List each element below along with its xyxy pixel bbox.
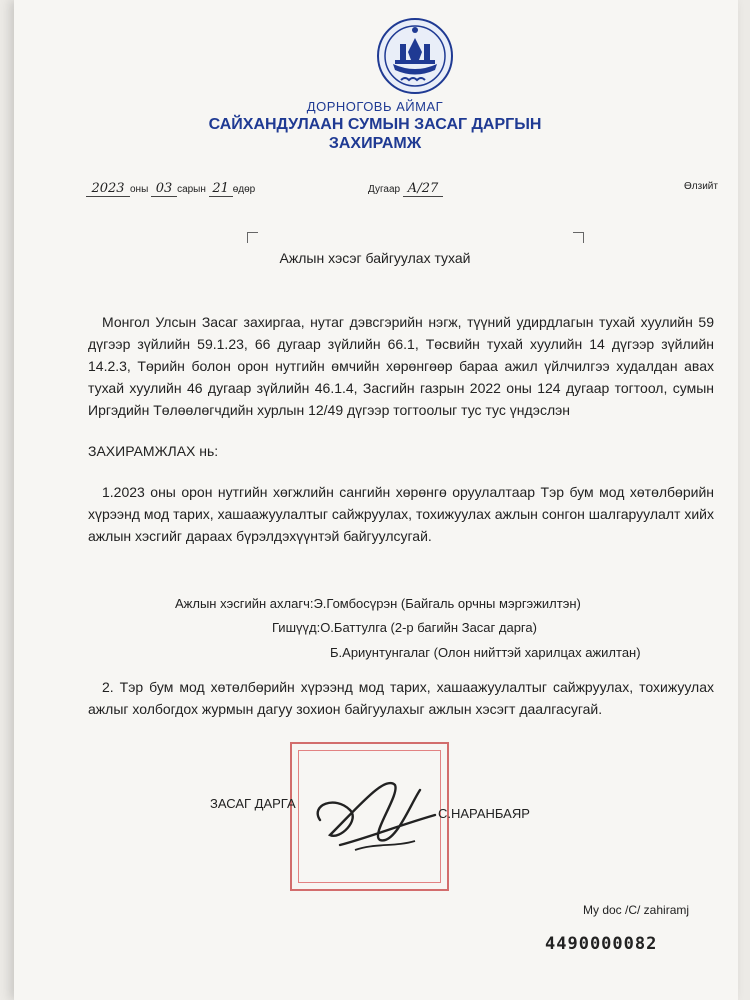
document-number: А/27: [403, 181, 443, 197]
office-name: САЙХАНДУЛААН СУМЫН ЗАСАГ ДАРГЫН: [208, 116, 542, 133]
day-suffix: өдөр: [232, 184, 256, 195]
signatory-title: ЗАСАГ ДАРГА: [210, 796, 296, 811]
date-day: 21: [209, 181, 233, 197]
date-line: [86, 181, 255, 197]
number-label: Дугаар: [368, 184, 401, 195]
signatory-name: С.НАРАНБАЯР: [438, 806, 530, 821]
member-1: Гишүүд:О.Баттулга (2-р багийн Засаг дарга): [272, 620, 537, 635]
month-suffix: сарын: [177, 184, 206, 195]
serial-number: 4490000082: [545, 934, 658, 954]
item-2-paragraph: 2. Тэр бум мод хөтөлбөрийн хүрээнд мод тарих, хашаажуулалтыг сайжруулах, тохижуулах ажлыг холбогдох журмын дагуу зохион байгуулахыг ажлын хэсэгт даалгасугай.: [88, 679, 714, 717]
member-2: Б.Ариунтунгалаг (Олон нийттэй харилцах ажилтан): [330, 645, 641, 660]
state-emblem-icon: [375, 16, 455, 96]
corner-mark-right: [573, 232, 584, 243]
number-line: [368, 181, 443, 197]
date-year: 2023: [86, 181, 130, 197]
preamble-text: Монгол Улсын Засаг захиргаа, нутаг дэвсгэрийн нэгж, түүний удирдлагын тухай хуулийн 59 дүгээр зүйлийн 59.1.23, 66 дугаар зүйлийн 66.1, Төсвийн тухай хуулийн 14 дүгээр зүйлийн 14.2.3, Төрийн болон орон нутгийн өмчийн хөрөнгөөр бараа ажил үйлчилгээ худалдан авах тухай хуулийн 46 дугаар зүйлийн 46.1.4, Засгийн газрын 2022 оны 124 дугаар тогтоол, сумын Иргэдийн Төлөөлөгчдийн хурлын 12/49 дүгээр тогтоолыг тус тус үндэслэн: [88, 314, 714, 418]
document-type: ЗАХИРАМЖ: [328, 135, 422, 152]
corner-mark-left: [247, 232, 258, 243]
order-word: ЗАХИРАМЖЛАХ нь:: [88, 443, 219, 459]
year-suffix: оны: [130, 184, 149, 195]
document-subject: Ажлын хэсэг байгуулах тухай: [279, 250, 471, 266]
place-name: Өлзийт: [684, 181, 718, 192]
region-name: ДОРНОГОВЬ АЙМАГ: [306, 99, 444, 114]
member-head: Ажлын хэсгийн ахлагч:Э.Гомбосүрэн (Байгаль орчны мэргэжилтэн): [175, 596, 581, 611]
date-month: 03: [151, 181, 177, 197]
handwritten-signature: [300, 765, 440, 860]
item-1-paragraph: 1.2023 оны орон нутгийн хөгжлийн сангийн хөрөнгө оруулалтаар Тэр бум мод хөтөлбөрийн хүрээнд мод тарих, хашаажуулалтыг сайжруулах, тохижуулах ажлын сонгон шалгаруулалт хийх ажлын хэсгийг дараах бүрэлдэхүүнтэй байгуулсугай.: [88, 484, 714, 544]
preamble-paragraph: [88, 311, 714, 421]
file-reference: My doc /C/ zahiramj: [583, 903, 690, 917]
